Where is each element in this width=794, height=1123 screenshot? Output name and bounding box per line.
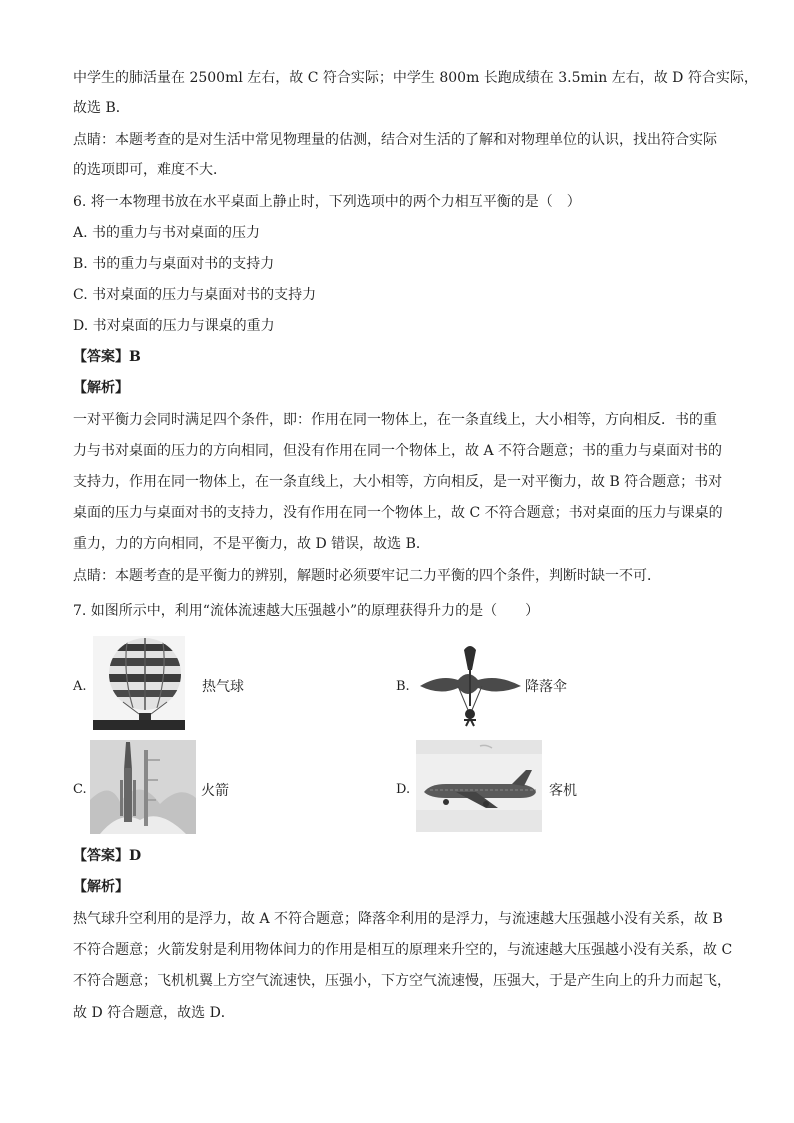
q6-option-c: C. 书对桌面的压力与桌面对书的支持力: [73, 287, 317, 303]
hot-air-balloon-icon: [93, 636, 185, 730]
q7-analysis-line-4: 故 D 符合题意，故选 D．: [73, 1005, 235, 1021]
q7-analysis-line-3: 不符合题意；飞机机翼上方空气流速快，压强小，下方空气流速慢，压强大，于是产生向上的升力而起飞，: [73, 973, 731, 989]
q7-option-d-letter: D.: [396, 782, 411, 797]
q7-option-b-label: 降落伞: [525, 679, 567, 695]
q6-analysis-line-3: 支持力，作用在同一物体上，在一条直线上，大小相等，方向相反，是一对平衡力，故 B 符合题意；书对: [73, 474, 723, 490]
q7-option-a-letter: A.: [73, 679, 87, 694]
q7-answer: 【答案】D: [73, 848, 142, 864]
q6-analysis-line-4: 桌面的压力与桌面对书的支持力，没有作用在同一个物体上，故 C 不符合题意；书对桌面的压力与课桌的: [73, 505, 723, 521]
intro-tip-line-1: 点睛：本题考查的是对生活中常见物理量的估测，结合对生活的了解和对物理单位的认识，找出符合实际: [73, 132, 717, 148]
q7-option-a-label: 热气球: [202, 679, 244, 695]
rocket-icon: [90, 740, 196, 834]
q7-stem: 7. 如图所示中，利用“流体流速越大压强越小”的原理获得升力的是（ ）: [73, 603, 540, 619]
q7-option-c-label: 火箭: [201, 783, 229, 799]
q6-analysis-line-1: 一对平衡力会同时满足四个条件，即：作用在同一物体上，在一条直线上，大小相等，方向相反．书的重: [73, 412, 717, 428]
q6-answer: 【答案】B: [73, 349, 141, 365]
airliner-icon: [416, 740, 542, 832]
q6-option-b: B. 书的重力与桌面对书的支持力: [73, 256, 275, 272]
q7-analysis-line-2: 不符合题意；火箭发射是利用物体间力的作用是相互的原理来升空的，与流速越大压强越小没有关系，故 C: [73, 942, 733, 958]
q6-analysis-line-5: 重力，力的方向相同，不是平衡力，故 D 错误，故选 B．: [73, 536, 430, 552]
intro-line-1: 中学生的肺活量在 2500ml 左右，故 C 符合实际；中学生 800m 长跑成绩在 3.5min 左右，故 D 符合实际，: [73, 70, 758, 86]
q6-option-a: A. 书的重力与书对桌面的压力: [73, 225, 261, 241]
q7-analysis-label: 【解析】: [73, 879, 129, 895]
intro-line-2: 故选 B．: [73, 100, 130, 116]
q7-option-b-letter: B.: [396, 679, 410, 694]
q6-analysis-line-2: 力与书对桌面的压力的方向相同，但没有作用在同一个物体上，故 A 不符合题意；书的重力与桌面对书的: [73, 443, 723, 459]
q7-option-d-label: 客机: [549, 783, 577, 799]
parachute-icon: [418, 640, 523, 730]
q6-stem: 6. 将一本物理书放在水平桌面上静止时，下列选项中的两个力相互平衡的是（ ）: [73, 194, 581, 210]
q6-option-d: D. 书对桌面的压力与课桌的重力: [73, 318, 275, 334]
q7-analysis-line-1: 热气球升空利用的是浮力，故 A 不符合题意；降落伞利用的是浮力，与流速越大压强越小没有关系，故 B: [73, 911, 723, 927]
q6-analysis-label: 【解析】: [73, 380, 129, 396]
q7-option-c-letter: C.: [73, 782, 87, 797]
intro-tip-line-2: 的选项即可，难度不大．: [73, 162, 227, 178]
q6-tip: 点睛：本题考查的是平衡力的辨别，解题时必须要牢记二力平衡的四个条件，判断时缺一不可．: [73, 568, 661, 584]
